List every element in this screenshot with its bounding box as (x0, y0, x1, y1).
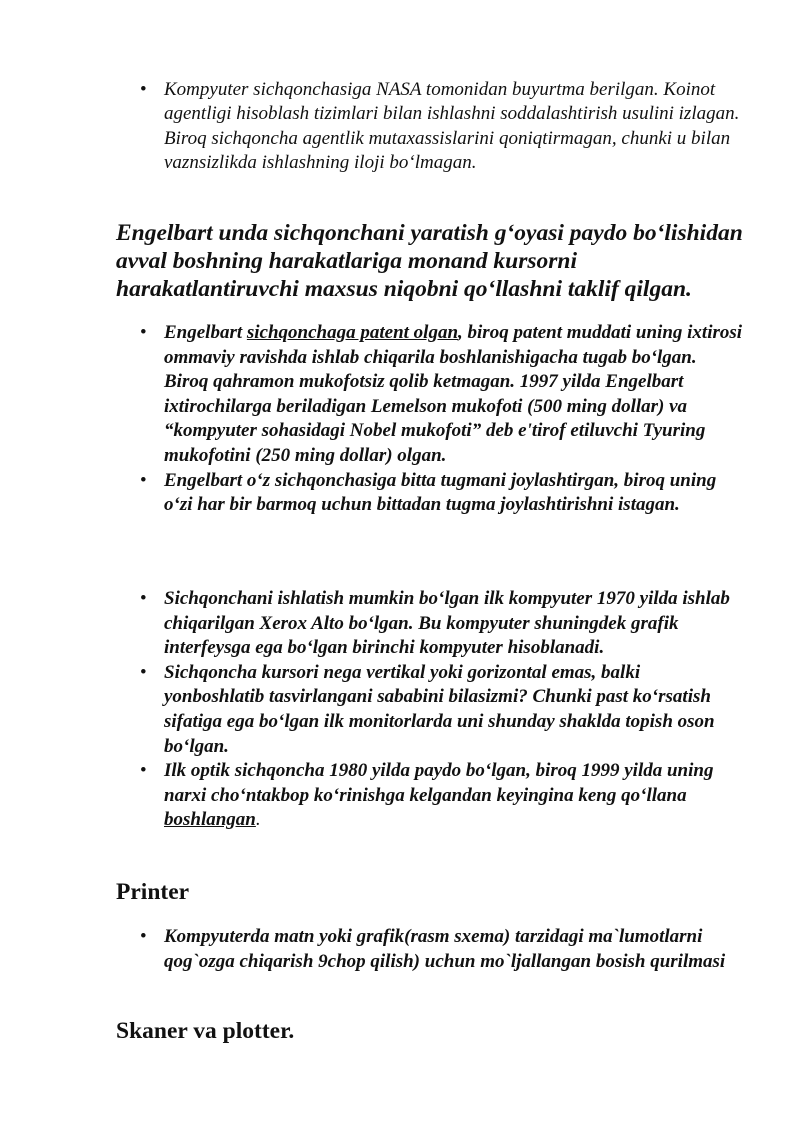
boshlangan-link[interactable]: boshlangan (164, 809, 256, 831)
list-item (140, 587, 745, 661)
mouse-facts-bullet-list (140, 587, 745, 833)
list-item-text: Kompyuter sichqonchasiga NASA tomonidan buyurtma berilgan. Koinot agentligi hisoblash tizimlari bilan ishlashni soddalashtirish usulini izlagan. Biroq sichqoncha agentlik mutaxassislarini qoniqtirmagan, chunki u bilan vaznsizlikda ishlashning iloji bo‘lmagan. (164, 79, 740, 174)
list-item (140, 925, 745, 974)
list-item-text-prefix: Ilk optik sichqoncha 1980 yilda paydo bo‘lgan, biroq 1999 yilda uning narxi cho‘ntakbop ko‘rinishga kelgandan keyingina keng qo‘llana (164, 760, 714, 806)
list-item (140, 661, 745, 759)
printer-bullet-list (140, 925, 745, 974)
patent-link[interactable]: sichqonchaga patent olgan (246, 322, 459, 343)
list-item (140, 759, 745, 833)
bullet-icon: • (140, 661, 147, 683)
list-item-text: Sichqoncha kursori nega vertikal yoki gorizontal emas, balki yonboshlatib tasvirlangani sababini bilasizmi? Chunki past ko‘rsatish sifatiga ega bo‘lgan ilk monitorlarda uni shunday shaklda topish oson bo‘lgan. (164, 661, 715, 757)
list-item-text-rest: , biroq patent muddati uning ixtirosi ommaviy ravishda ishlab chiqarila boshlanishigacha tugab bo‘lgan. Biroq qahramon mukofotsiz qolib ketmagan. 1997 yilda Engelbart ixtirochilarga beriladigan Lemelson mukofoti (500 ming dollar) va “kompyuter sohasidagi Nobel mukofoti” deb e'tirof etiluvchi Tyuring mukofotini (250 ming dollar) olgan. (164, 322, 743, 466)
engelbart-heading: Engelbart unda sichqonchani yaratish g‘oyasi paydo bo‘lishidan avval boshning harakatlariga monand kursorni harakatlantiruvchi maxsus niqobni qo‘llashni taklif qilgan. (116, 220, 743, 302)
bullet-icon: • (140, 926, 147, 947)
printer-heading: Printer (116, 879, 190, 905)
list-item-text: Sichqonchani ishlatish mumkin bo‘lgan ilk kompyuter 1970 yilda ishlab chiqarilgan Xerox Alto bo‘lgan. Bu kompyuter shuningdek grafik interfeysga ega bo‘lgan birinchi kompyuter hisoblanadi. (164, 588, 730, 659)
engelbart-bullet-list (140, 321, 745, 518)
nasa-bullet-list (140, 78, 745, 176)
bullet-icon: • (140, 760, 147, 782)
list-item-text: Kompyuterda matn yoki grafik(rasm sxema) tarzidagi ma`lumotlarni qog`ozga chiqarish 9chop qilish) uchun mo`ljallangan bosish qurilmasi (164, 926, 726, 972)
list-item-text-prefix: Engelbart (164, 322, 247, 343)
list-item (140, 78, 745, 176)
bullet-icon: • (140, 469, 147, 491)
bullet-icon: • (140, 322, 147, 343)
bullet-icon: • (140, 588, 147, 609)
list-item (140, 321, 745, 469)
list-item-text: Engelbart o‘z sichqonchasiga bitta tugmani joylashtirgan, biroq uning o‘zi har bir barmoq uchun bittadan tugma joylashtirishni istagan. (164, 469, 717, 516)
list-item (140, 469, 745, 518)
bullet-icon: • (140, 79, 147, 100)
skaner-heading: Skaner va plotter. (116, 1018, 295, 1044)
list-item-text-suffix: . (255, 809, 261, 831)
